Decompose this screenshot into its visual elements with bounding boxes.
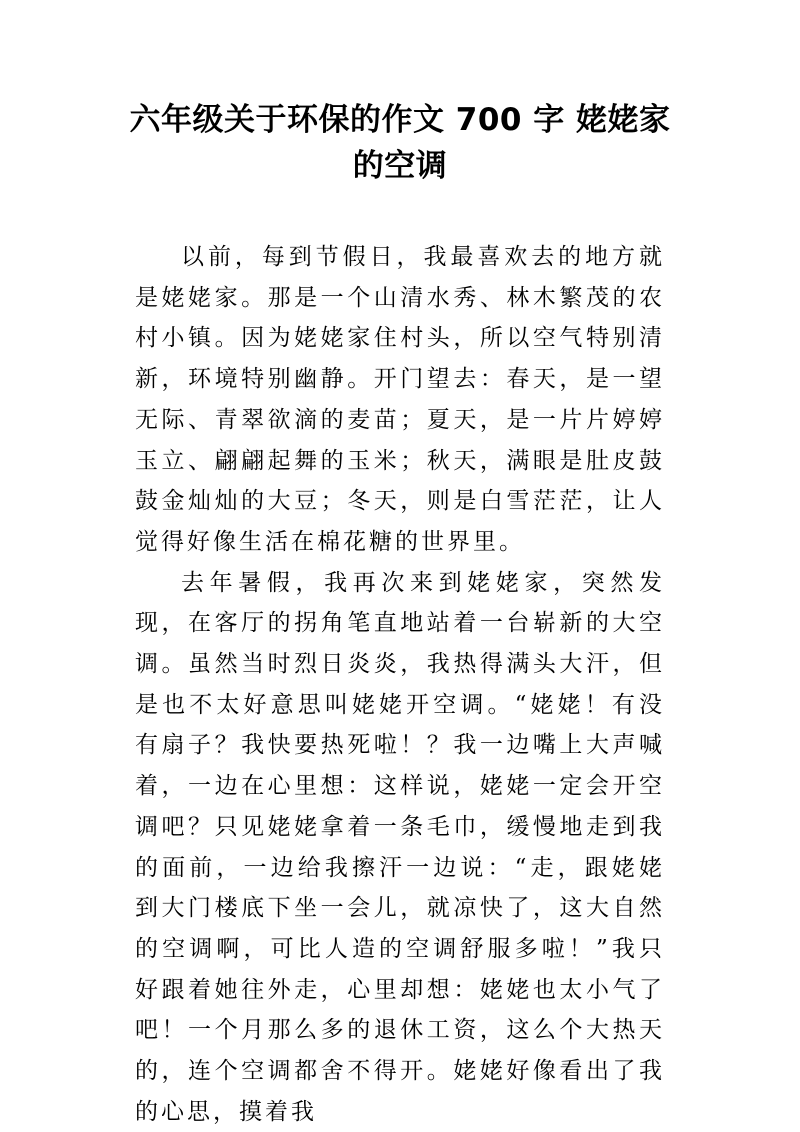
document-body <box>135 237 665 1132</box>
document-title: 六年级关于环保的作文 700 字 姥姥家的空调 <box>129 102 671 184</box>
paragraph-1: 以前，每到节假日，我最喜欢去的地方就是姥姥家。那是一个山清水秀、林木繁茂的农村小镇。因为姥姥家住村头，所以空气特别清新，环境特别幽静。开门望去：春天，是一望无际、青翠欲滴的麦苗；夏天，是一片片婷婷玉立、翩翩起舞的玉米；秋天，满眼是肚皮鼓鼓金灿灿的大豆；冬天，则是白雪茫茫，让人觉得好像生活在棉花糖的世界里。 <box>135 244 665 555</box>
paragraph-2: 去年暑假，我再次来到姥姥家，突然发现，在客厅的拐角笔直地站着一台崭新的大空调。虽然当时烈日炎炎，我热得满头大汗，但是也不太好意思叫姥姥开空调。“姥姥！有没有扇子？我快要热死啦！？我一边嘴上大声喊着，一边在心里想：这样说，姥姥一定会开空调吧？只见姥姥拿着一条毛巾，缓慢地走到我的面前，一边给我擦汗一边说：“走，跟姥姥到大门楼底下坐一会儿，就凉快了，这大自然的空调啊，可比人造的空调舒服多啦！”我只好跟着她往外走，心里却想：姥姥也太小气了吧！一个月那么多的退休工资，这么个大热天的，连个空调都舍不得开。姥姥好像看出了我的心思，摸着我 <box>135 569 665 1125</box>
